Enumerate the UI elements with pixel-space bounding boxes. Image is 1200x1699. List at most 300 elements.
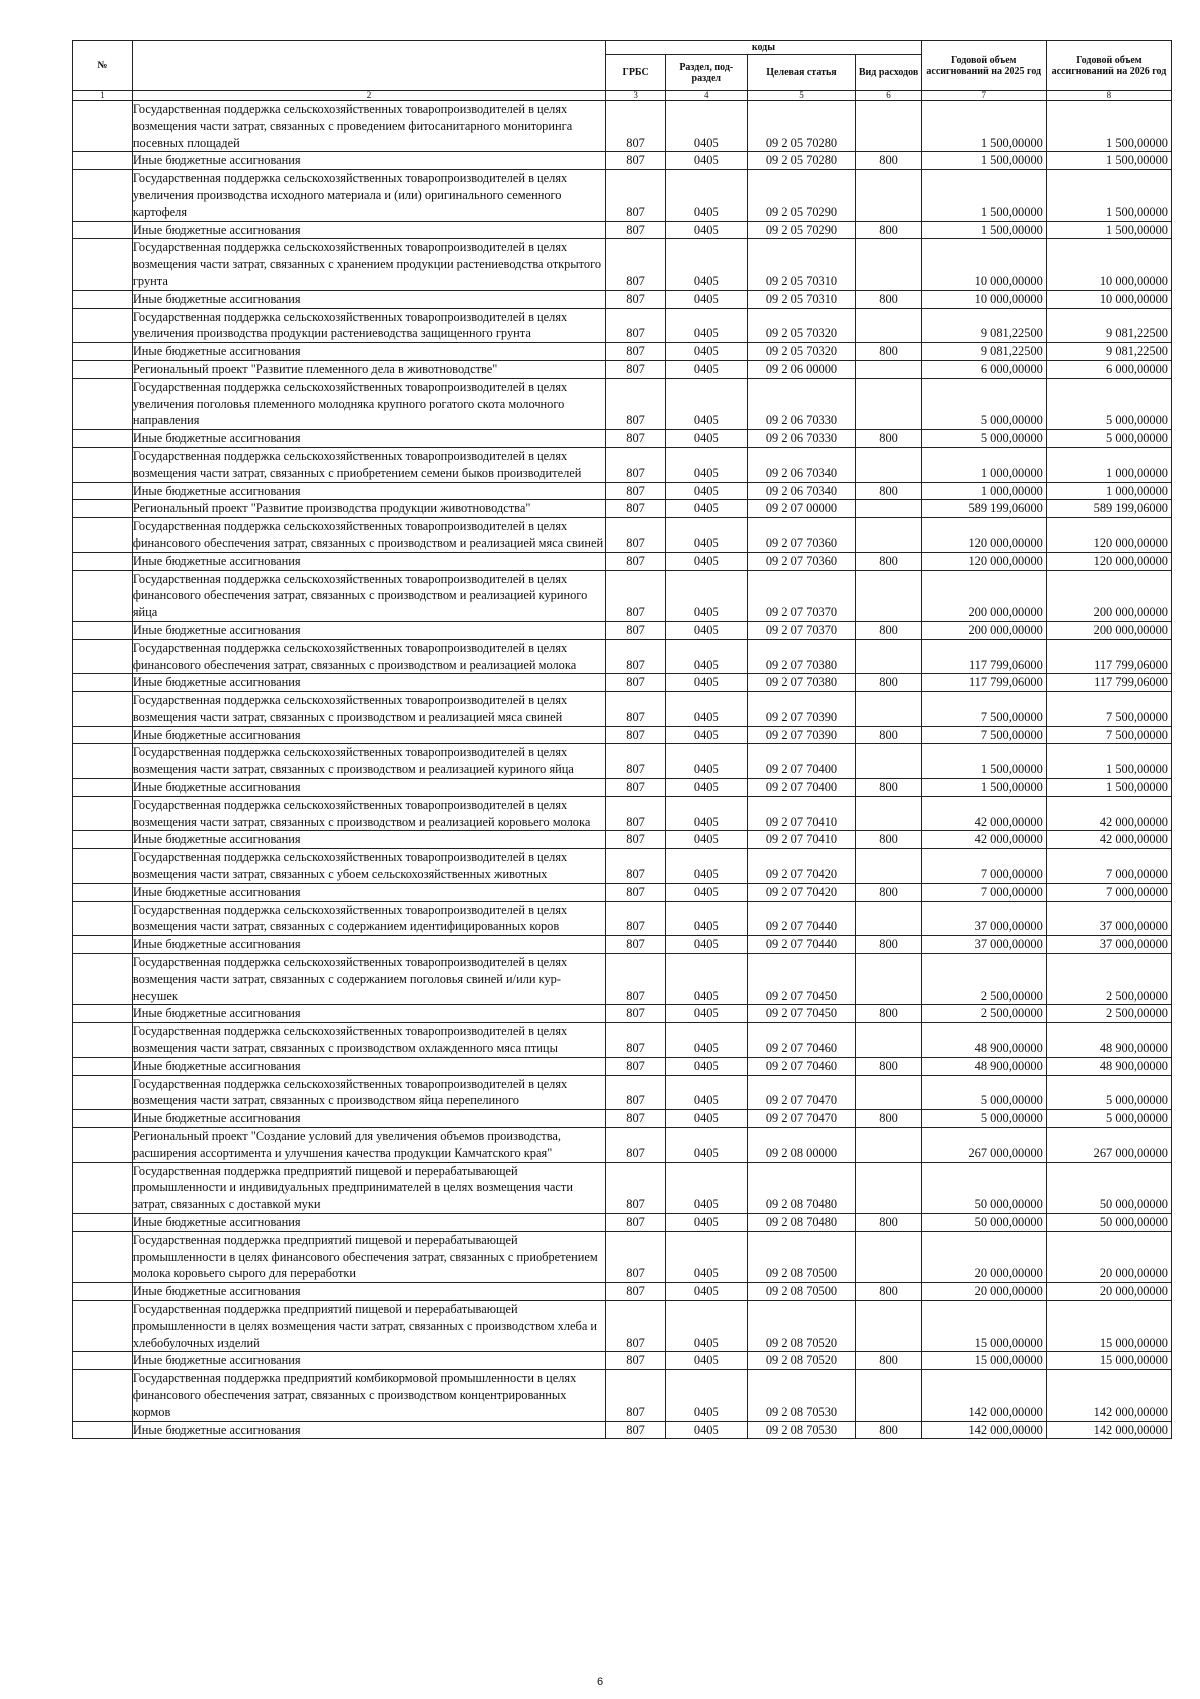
row-section-cell: 0405 [666,343,748,361]
table-row [73,170,1172,221]
table-row [73,692,1172,727]
row-target-article-cell: 09 2 05 70280 [747,101,856,152]
row-number-cell [73,1162,133,1213]
row-target-article-cell: 09 2 08 00000 [747,1128,856,1163]
row-expense-kind-cell: 800 [856,552,921,570]
row-volume-2026-cell: 9 081,22500 [1046,308,1171,343]
header-target-article: Целевая статья [747,55,856,91]
row-volume-2026-cell: 1 500,00000 [1046,170,1171,221]
row-target-article-cell: 09 2 07 00000 [747,500,856,518]
row-expense-kind-cell [856,1370,921,1421]
row-grbs-cell: 807 [606,692,666,727]
row-volume-2025-cell: 120 000,00000 [921,552,1046,570]
row-volume-2025-cell: 42 000,00000 [921,831,1046,849]
row-name-cell: Иные бюджетные ассигнования [132,482,605,500]
row-volume-2026-cell: 1 500,00000 [1046,152,1171,170]
row-volume-2025-cell: 37 000,00000 [921,936,1046,954]
row-number-cell [73,692,133,727]
row-name-cell: Иные бюджетные ассигнования [132,779,605,797]
row-target-article-cell: 09 2 07 70460 [747,1023,856,1058]
row-number-cell [73,849,133,884]
table-row [73,796,1172,831]
row-section-cell: 0405 [666,692,748,727]
row-volume-2026-cell: 120 000,00000 [1046,552,1171,570]
row-section-cell: 0405 [666,360,748,378]
row-number-cell [73,1214,133,1232]
row-section-cell: 0405 [666,1214,748,1232]
row-expense-kind-cell: 800 [856,1352,921,1370]
row-expense-kind-cell [856,1075,921,1110]
table-row [73,308,1172,343]
table-row [73,1352,1172,1370]
row-target-article-cell: 09 2 08 70500 [747,1231,856,1282]
row-grbs-cell: 807 [606,1023,666,1058]
row-target-article-cell: 09 2 07 70460 [747,1057,856,1075]
table-row [73,1283,1172,1301]
row-number-cell [73,639,133,674]
row-volume-2025-cell: 1 000,00000 [921,447,1046,482]
row-number-cell [73,482,133,500]
row-volume-2026-cell: 9 081,22500 [1046,343,1171,361]
row-expense-kind-cell: 800 [856,1005,921,1023]
row-number-cell [73,1005,133,1023]
row-volume-2025-cell: 10 000,00000 [921,239,1046,290]
row-target-article-cell: 09 2 05 70310 [747,239,856,290]
row-grbs-cell: 807 [606,1283,666,1301]
row-number-cell [73,674,133,692]
row-grbs-cell: 807 [606,849,666,884]
row-section-cell: 0405 [666,726,748,744]
row-section-cell: 0405 [666,1283,748,1301]
row-grbs-cell: 807 [606,1128,666,1163]
table-row [73,674,1172,692]
row-volume-2026-cell: 42 000,00000 [1046,831,1171,849]
row-volume-2026-cell: 48 900,00000 [1046,1057,1171,1075]
row-target-article-cell: 09 2 08 70480 [747,1162,856,1213]
row-expense-kind-cell [856,360,921,378]
table-row [73,290,1172,308]
table-body [73,101,1172,1439]
row-volume-2026-cell: 48 900,00000 [1046,1023,1171,1058]
row-volume-2025-cell: 50 000,00000 [921,1214,1046,1232]
row-number-cell [73,360,133,378]
row-name-cell: Государственная поддержка сельскохозяйственных товаропроизводителей в целях возмещения части затрат, связанных с хранением продукции растениеводства открытого грунта [132,239,605,290]
row-number-cell [73,1283,133,1301]
table-row [73,1421,1172,1439]
row-expense-kind-cell [856,692,921,727]
row-volume-2026-cell: 120 000,00000 [1046,518,1171,553]
row-volume-2025-cell: 117 799,06000 [921,674,1046,692]
row-name-cell: Государственная поддержка сельскохозяйственных товаропроизводителей в целях возмещения части затрат, связанных с содержанием поголовья свиней и/или кур-несушек [132,954,605,1005]
row-volume-2025-cell: 1 500,00000 [921,221,1046,239]
row-volume-2025-cell: 48 900,00000 [921,1023,1046,1058]
row-volume-2026-cell: 7 500,00000 [1046,726,1171,744]
row-volume-2026-cell: 1 500,00000 [1046,101,1171,152]
row-expense-kind-cell [856,500,921,518]
row-name-cell: Региональный проект "Создание условий для увеличения объемов производства, расширения ассортимента и улучшения качества продукции Камчатского края" [132,1128,605,1163]
row-volume-2026-cell: 200 000,00000 [1046,570,1171,621]
table-row [73,500,1172,518]
row-volume-2025-cell: 5 000,00000 [921,1110,1046,1128]
row-volume-2026-cell: 5 000,00000 [1046,430,1171,448]
row-expense-kind-cell [856,954,921,1005]
row-grbs-cell: 807 [606,674,666,692]
row-section-cell: 0405 [666,1023,748,1058]
row-grbs-cell: 807 [606,360,666,378]
row-section-cell: 0405 [666,552,748,570]
row-target-article-cell: 09 2 08 70530 [747,1370,856,1421]
row-grbs-cell: 807 [606,621,666,639]
row-target-article-cell: 09 2 08 70480 [747,1214,856,1232]
row-target-article-cell: 09 2 08 70530 [747,1421,856,1439]
row-section-cell: 0405 [666,482,748,500]
row-expense-kind-cell: 800 [856,290,921,308]
row-target-article-cell: 09 2 07 70440 [747,936,856,954]
row-number-cell [73,308,133,343]
row-target-article-cell: 09 2 07 70360 [747,552,856,570]
row-volume-2026-cell: 42 000,00000 [1046,796,1171,831]
row-expense-kind-cell [856,101,921,152]
row-expense-kind-cell: 800 [856,1110,921,1128]
row-volume-2025-cell: 1 500,00000 [921,779,1046,797]
row-section-cell: 0405 [666,447,748,482]
row-expense-kind-cell: 800 [856,883,921,901]
row-expense-kind-cell [856,1162,921,1213]
row-target-article-cell: 09 2 07 70420 [747,849,856,884]
header-number: № [73,41,133,91]
row-target-article-cell: 09 2 07 70390 [747,692,856,727]
row-number-cell [73,726,133,744]
row-number-cell [73,101,133,152]
row-section-cell: 0405 [666,1075,748,1110]
row-name-cell: Иные бюджетные ассигнования [132,883,605,901]
row-grbs-cell: 807 [606,500,666,518]
row-grbs-cell: 807 [606,101,666,152]
row-expense-kind-cell [856,1023,921,1058]
row-volume-2026-cell: 200 000,00000 [1046,621,1171,639]
header-grbs: ГРБС [606,55,666,91]
row-name-cell: Государственная поддержка сельскохозяйственных товаропроизводителей в целях увеличения производства исходного материала и (или) оригинального семенного картофеля [132,170,605,221]
row-name-cell: Иные бюджетные ассигнования [132,221,605,239]
row-section-cell: 0405 [666,570,748,621]
row-grbs-cell: 807 [606,726,666,744]
row-grbs-cell: 807 [606,570,666,621]
row-number-cell [73,239,133,290]
row-number-cell [73,1300,133,1351]
row-volume-2025-cell: 37 000,00000 [921,901,1046,936]
row-volume-2026-cell: 5 000,00000 [1046,378,1171,429]
row-volume-2025-cell: 20 000,00000 [921,1231,1046,1282]
row-number-cell [73,500,133,518]
row-target-article-cell: 09 2 07 70380 [747,639,856,674]
row-target-article-cell: 09 2 08 70500 [747,1283,856,1301]
table-row [73,552,1172,570]
row-volume-2025-cell: 5 000,00000 [921,1075,1046,1110]
row-section-cell: 0405 [666,1057,748,1075]
row-name-cell: Государственная поддержка сельскохозяйственных товаропроизводителей в целях возмещения части затрат, связанных с производством яйца перепелиного [132,1075,605,1110]
row-number-cell [73,831,133,849]
row-name-cell: Иные бюджетные ассигнования [132,1005,605,1023]
row-section-cell: 0405 [666,954,748,1005]
header-volume-2026: Годовой объем ассигнований на 2026 год [1046,41,1171,91]
row-number-cell [73,1231,133,1282]
row-grbs-cell: 807 [606,1370,666,1421]
header-volume-2025: Годовой объем ассигнований на 2025 год [921,41,1046,91]
table-row [73,954,1172,1005]
row-section-cell: 0405 [666,430,748,448]
row-name-cell: Иные бюджетные ассигнования [132,831,605,849]
row-expense-kind-cell [856,1128,921,1163]
row-volume-2025-cell: 7 500,00000 [921,692,1046,727]
row-expense-kind-cell: 800 [856,221,921,239]
row-name-cell: Региональный проект "Развитие производства продукции животноводства" [132,500,605,518]
row-volume-2026-cell: 117 799,06000 [1046,639,1171,674]
row-name-cell: Иные бюджетные ассигнования [132,552,605,570]
row-name-cell: Государственная поддержка сельскохозяйственных товаропроизводителей в целях финансового обеспечения затрат, связанных с производством и реализацией мяса свиней [132,518,605,553]
row-section-cell: 0405 [666,849,748,884]
table-row [73,239,1172,290]
row-name-cell: Иные бюджетные ассигнования [132,1057,605,1075]
row-volume-2026-cell: 7 000,00000 [1046,849,1171,884]
row-expense-kind-cell: 800 [856,1214,921,1232]
row-grbs-cell: 807 [606,170,666,221]
row-name-cell: Государственная поддержка сельскохозяйственных товаропроизводителей в целях увеличения производства продукции растениеводства защищенного грунта [132,308,605,343]
row-number-cell [73,883,133,901]
page-number: 6 [596,1676,604,1688]
budget-table [72,40,1172,1439]
row-name-cell: Государственная поддержка предприятий комбикормовой промышленности в целях финансового обеспечения затрат, связанных с производством концентрированных кормов [132,1370,605,1421]
row-volume-2026-cell: 50 000,00000 [1046,1214,1171,1232]
row-expense-kind-cell [856,170,921,221]
row-grbs-cell: 807 [606,1214,666,1232]
row-volume-2025-cell: 267 000,00000 [921,1128,1046,1163]
row-volume-2025-cell: 9 081,22500 [921,308,1046,343]
row-volume-2026-cell: 50 000,00000 [1046,1162,1171,1213]
row-section-cell: 0405 [666,1005,748,1023]
row-volume-2025-cell: 120 000,00000 [921,518,1046,553]
row-target-article-cell: 09 2 05 70320 [747,343,856,361]
row-volume-2026-cell: 37 000,00000 [1046,936,1171,954]
row-volume-2025-cell: 5 000,00000 [921,430,1046,448]
row-section-cell: 0405 [666,639,748,674]
row-volume-2026-cell: 589 199,06000 [1046,500,1171,518]
row-section-cell: 0405 [666,378,748,429]
row-volume-2025-cell: 142 000,00000 [921,1370,1046,1421]
table-row [73,101,1172,152]
row-number-cell [73,290,133,308]
row-grbs-cell: 807 [606,290,666,308]
table-row [73,430,1172,448]
table-row [73,779,1172,797]
row-name-cell: Государственная поддержка сельскохозяйственных товаропроизводителей в целях возмещения части затрат, связанных с приобретением семени быков производителей [132,447,605,482]
row-name-cell: Государственная поддержка сельскохозяйственных товаропроизводителей в целях возмещения части затрат, связанных с убоем сельскохозяйственных животных [132,849,605,884]
row-name-cell: Иные бюджетные ассигнования [132,1283,605,1301]
row-name-cell: Иные бюджетные ассигнования [132,152,605,170]
row-grbs-cell: 807 [606,1075,666,1110]
row-grbs-cell: 807 [606,343,666,361]
row-section-cell: 0405 [666,170,748,221]
row-grbs-cell: 807 [606,744,666,779]
header-codes: коды [606,41,922,55]
row-volume-2026-cell: 10 000,00000 [1046,239,1171,290]
row-expense-kind-cell [856,639,921,674]
row-volume-2025-cell: 42 000,00000 [921,796,1046,831]
row-number-cell [73,430,133,448]
row-grbs-cell: 807 [606,901,666,936]
row-name-cell: Государственная поддержка сельскохозяйственных товаропроизводителей в целях возмещения части затрат, связанных с производством и реализацией куриного яйца [132,744,605,779]
row-target-article-cell: 09 2 07 70450 [747,954,856,1005]
row-section-cell: 0405 [666,936,748,954]
row-volume-2026-cell: 7 000,00000 [1046,883,1171,901]
row-name-cell: Иные бюджетные ассигнования [132,430,605,448]
row-name-cell: Региональный проект "Развитие племенного дела в животноводстве" [132,360,605,378]
row-expense-kind-cell [856,1231,921,1282]
row-grbs-cell: 807 [606,1352,666,1370]
row-volume-2026-cell: 10 000,00000 [1046,290,1171,308]
table-row [73,726,1172,744]
row-target-article-cell: 09 2 07 70370 [747,621,856,639]
row-section-cell: 0405 [666,1231,748,1282]
row-volume-2025-cell: 2 500,00000 [921,1005,1046,1023]
table-row [73,1231,1172,1282]
row-volume-2025-cell: 142 000,00000 [921,1421,1046,1439]
table-row [73,343,1172,361]
row-target-article-cell: 09 2 07 70400 [747,779,856,797]
row-number-cell [73,1023,133,1058]
column-number: 5 [747,91,856,101]
row-volume-2025-cell: 7 500,00000 [921,726,1046,744]
row-volume-2026-cell: 1 000,00000 [1046,482,1171,500]
row-number-cell [73,1075,133,1110]
row-section-cell: 0405 [666,221,748,239]
row-grbs-cell: 807 [606,936,666,954]
table-row [73,1300,1172,1351]
row-volume-2025-cell: 1 000,00000 [921,482,1046,500]
row-grbs-cell: 807 [606,1005,666,1023]
row-number-cell [73,1370,133,1421]
row-expense-kind-cell: 800 [856,674,921,692]
row-expense-kind-cell [856,901,921,936]
row-expense-kind-cell: 800 [856,343,921,361]
row-grbs-cell: 807 [606,430,666,448]
row-section-cell: 0405 [666,796,748,831]
row-target-article-cell: 09 2 06 70330 [747,430,856,448]
row-number-cell [73,901,133,936]
table-row [73,883,1172,901]
column-number: 6 [856,91,921,101]
row-section-cell: 0405 [666,518,748,553]
row-section-cell: 0405 [666,101,748,152]
row-section-cell: 0405 [666,883,748,901]
header-section: Раздел, под-раздел [666,55,748,91]
row-section-cell: 0405 [666,500,748,518]
column-number: 8 [1046,91,1171,101]
column-number: 2 [132,91,605,101]
table-row [73,1214,1172,1232]
row-volume-2025-cell: 9 081,22500 [921,343,1046,361]
table-row [73,1057,1172,1075]
row-grbs-cell: 807 [606,1110,666,1128]
row-number-cell [73,796,133,831]
table-row [73,936,1172,954]
row-number-cell [73,1421,133,1439]
row-expense-kind-cell [856,744,921,779]
row-volume-2026-cell: 2 500,00000 [1046,1005,1171,1023]
row-name-cell: Государственная поддержка сельскохозяйственных товаропроизводителей в целях увеличения поголовья племенного молодняка крупного рогатого скота молочного направления [132,378,605,429]
row-grbs-cell: 807 [606,796,666,831]
row-name-cell: Иные бюджетные ассигнования [132,674,605,692]
row-number-cell [73,936,133,954]
table-row [73,1110,1172,1128]
row-expense-kind-cell: 800 [856,726,921,744]
row-name-cell: Иные бюджетные ассигнования [132,936,605,954]
row-expense-kind-cell [856,447,921,482]
row-name-cell: Государственная поддержка предприятий пищевой и перерабатывающей промышленности в целях финансового обеспечения затрат, связанных с приобретением молока коровьего сырого для переработки [132,1231,605,1282]
row-volume-2026-cell: 1 500,00000 [1046,779,1171,797]
row-target-article-cell: 09 2 05 70310 [747,290,856,308]
row-section-cell: 0405 [666,152,748,170]
row-name-cell: Государственная поддержка сельскохозяйственных товаропроизводителей в целях возмещения части затрат, связанных с содержанием идентифицированных коров [132,901,605,936]
header-expense-kind: Вид расходов [856,55,921,91]
row-name-cell: Иные бюджетные ассигнования [132,1214,605,1232]
row-target-article-cell: 09 2 07 70410 [747,796,856,831]
row-target-article-cell: 09 2 07 70440 [747,901,856,936]
row-name-cell: Государственная поддержка предприятий пищевой и перерабатывающей промышленности и индивидуальных предпринимателей в целях возмещения части затрат, связанных с доставкой муки [132,1162,605,1213]
row-section-cell: 0405 [666,621,748,639]
row-expense-kind-cell [856,570,921,621]
row-number-cell [73,1110,133,1128]
row-volume-2025-cell: 200 000,00000 [921,570,1046,621]
row-grbs-cell: 807 [606,1231,666,1282]
row-expense-kind-cell [856,239,921,290]
row-expense-kind-cell [856,796,921,831]
row-volume-2025-cell: 15 000,00000 [921,1300,1046,1351]
row-volume-2026-cell: 1 500,00000 [1046,221,1171,239]
row-grbs-cell: 807 [606,883,666,901]
table-row [73,152,1172,170]
row-name-cell: Иные бюджетные ассигнования [132,290,605,308]
row-volume-2025-cell: 1 500,00000 [921,170,1046,221]
row-section-cell: 0405 [666,1300,748,1351]
table-row [73,360,1172,378]
row-number-cell [73,744,133,779]
row-volume-2026-cell: 5 000,00000 [1046,1110,1171,1128]
row-number-cell [73,1128,133,1163]
row-volume-2026-cell: 267 000,00000 [1046,1128,1171,1163]
row-name-cell: Иные бюджетные ассигнования [132,1352,605,1370]
row-expense-kind-cell: 800 [856,430,921,448]
table-row [73,901,1172,936]
row-number-cell [73,1352,133,1370]
row-expense-kind-cell: 800 [856,152,921,170]
row-volume-2025-cell: 1 500,00000 [921,744,1046,779]
row-number-cell [73,954,133,1005]
row-volume-2026-cell: 142 000,00000 [1046,1421,1171,1439]
row-grbs-cell: 807 [606,378,666,429]
row-grbs-cell: 807 [606,1057,666,1075]
row-grbs-cell: 807 [606,152,666,170]
row-volume-2026-cell: 1 500,00000 [1046,744,1171,779]
row-target-article-cell: 09 2 05 70290 [747,221,856,239]
row-volume-2025-cell: 200 000,00000 [921,621,1046,639]
row-target-article-cell: 09 2 06 00000 [747,360,856,378]
row-number-cell [73,779,133,797]
table-row [73,447,1172,482]
row-target-article-cell: 09 2 06 70330 [747,378,856,429]
row-volume-2025-cell: 10 000,00000 [921,290,1046,308]
row-grbs-cell: 807 [606,1162,666,1213]
row-grbs-cell: 807 [606,482,666,500]
